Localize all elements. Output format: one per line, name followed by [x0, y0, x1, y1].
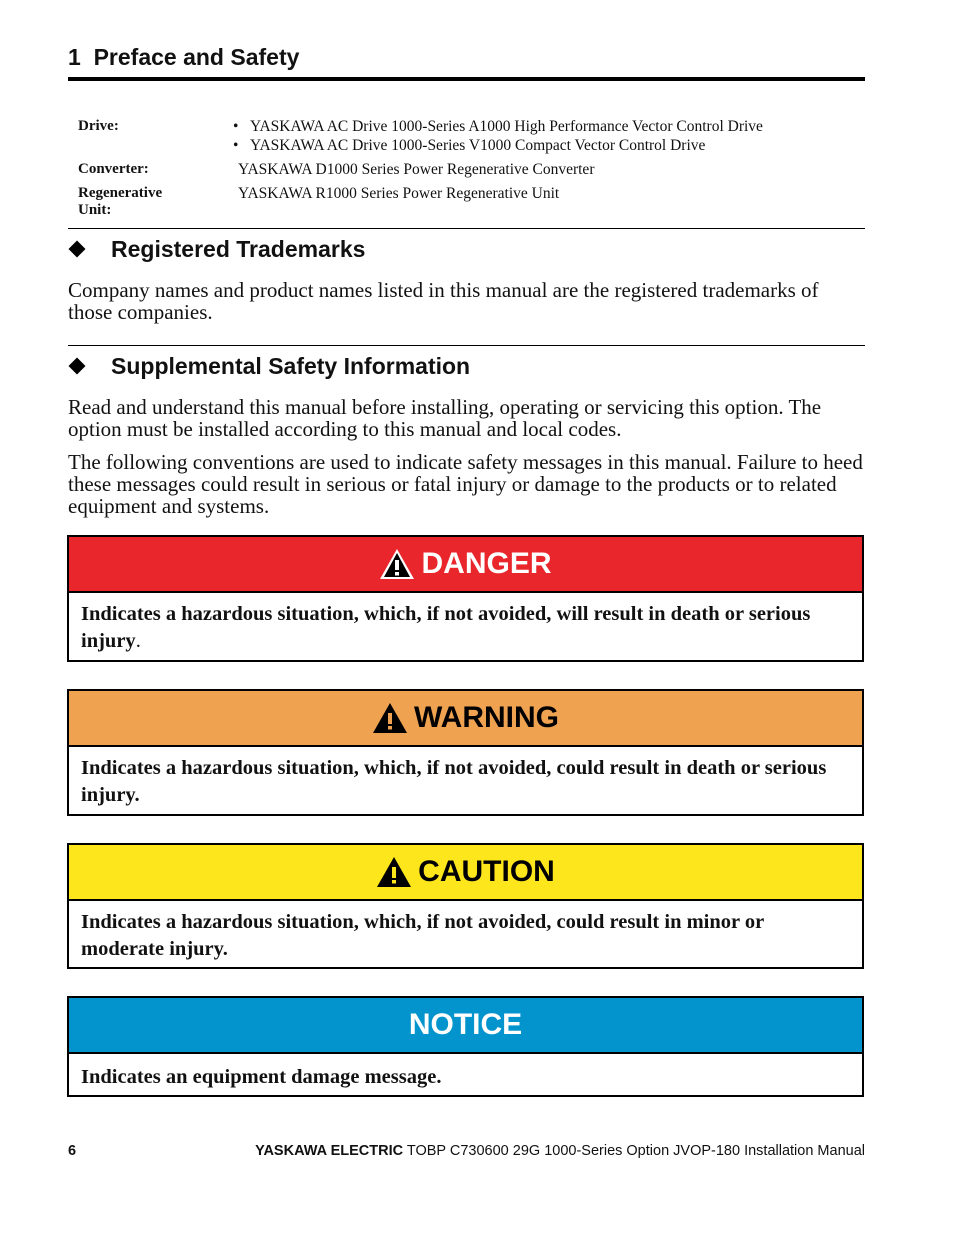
- product-value: YASKAWA AC Drive 1000-Series A1000 High Performance Vector Control Drive: [250, 118, 763, 135]
- notice-message: Indicates an equipment damage message.: [81, 1066, 442, 1088]
- bullet-icon: •: [233, 118, 239, 135]
- warning-signal-box: [67, 689, 864, 816]
- product-label: Drive:: [78, 118, 119, 134]
- footer-document-title: [255, 1143, 865, 1159]
- diamond-bullet-icon: [68, 357, 98, 377]
- warning-title: WARNING: [414, 701, 559, 734]
- danger-signal-box: [67, 535, 864, 662]
- danger-header: [69, 537, 862, 593]
- danger-message: Indicates a hazardous situation, which, if not avoided, will result in death or serious injury: [81, 603, 811, 652]
- caution-message: Indicates a hazardous situation, which, if not avoided, could result in minor or moderate injury.: [81, 911, 764, 960]
- caution-signal-box: [67, 843, 864, 969]
- section-heading-text: Supplemental Safety Information: [111, 353, 471, 379]
- section-rule: [68, 345, 865, 346]
- danger-title: DANGER: [421, 547, 552, 580]
- product-value: YASKAWA R1000 Series Power Regenerative Unit: [238, 185, 560, 202]
- safety-paragraph-1: Read and understand this manual before installing, operating or servicing this option. The option must be installed according to this manual and local codes.: [68, 395, 822, 441]
- footer-doc: TOBP C730600 29G 1000-Series Option JVOP-180 Installation Manual: [406, 1143, 865, 1159]
- danger-text: [69, 593, 862, 655]
- notice-title: NOTICE: [408, 1008, 523, 1041]
- page-number: 6: [68, 1143, 77, 1159]
- chapter-number: 1: [68, 44, 81, 70]
- safety-paragraph-2: The following conventions are used to indicate safety messages in this manual. Failure to heed these messages could result in serious or fatal injury or damage to the products or to related equipment and systems.: [68, 450, 863, 518]
- bullet-icon: •: [233, 137, 239, 154]
- warning-header: [69, 691, 862, 747]
- section-heading-safety: [68, 353, 470, 380]
- section-heading-text: Registered Trademarks: [111, 236, 366, 262]
- warning-triangle-icon: [376, 856, 412, 888]
- warning-message: Indicates a hazardous situation, which, if not avoided, could result in death or serious injury.: [81, 757, 827, 806]
- notice-signal-box: [67, 996, 864, 1097]
- section-rule: [68, 228, 865, 229]
- caution-title: CAUTION: [418, 855, 555, 888]
- product-value: YASKAWA AC Drive 1000-Series V1000 Compact Vector Control Drive: [250, 137, 706, 154]
- chapter-rule: [68, 77, 865, 81]
- footer-company: YASKAWA ELECTRIC: [255, 1143, 404, 1159]
- danger-message-tail: .: [135, 630, 141, 652]
- chapter-heading: [68, 44, 865, 71]
- warning-triangle-icon: [372, 702, 408, 734]
- section-heading-trademarks: [68, 236, 365, 263]
- caution-header: [69, 845, 862, 901]
- trademarks-paragraph: Company names and product names listed in this manual are the registered trademarks of those companies.: [68, 278, 819, 324]
- warning-triangle-icon: [379, 548, 415, 580]
- product-value: YASKAWA D1000 Series Power Regenerative Converter: [238, 161, 595, 178]
- chapter-title: Preface and Safety: [93, 44, 300, 70]
- notice-header: [69, 998, 862, 1054]
- product-label: Regenerative Unit:: [78, 185, 163, 218]
- product-label: Converter:: [78, 161, 149, 177]
- diamond-bullet-icon: [68, 240, 98, 260]
